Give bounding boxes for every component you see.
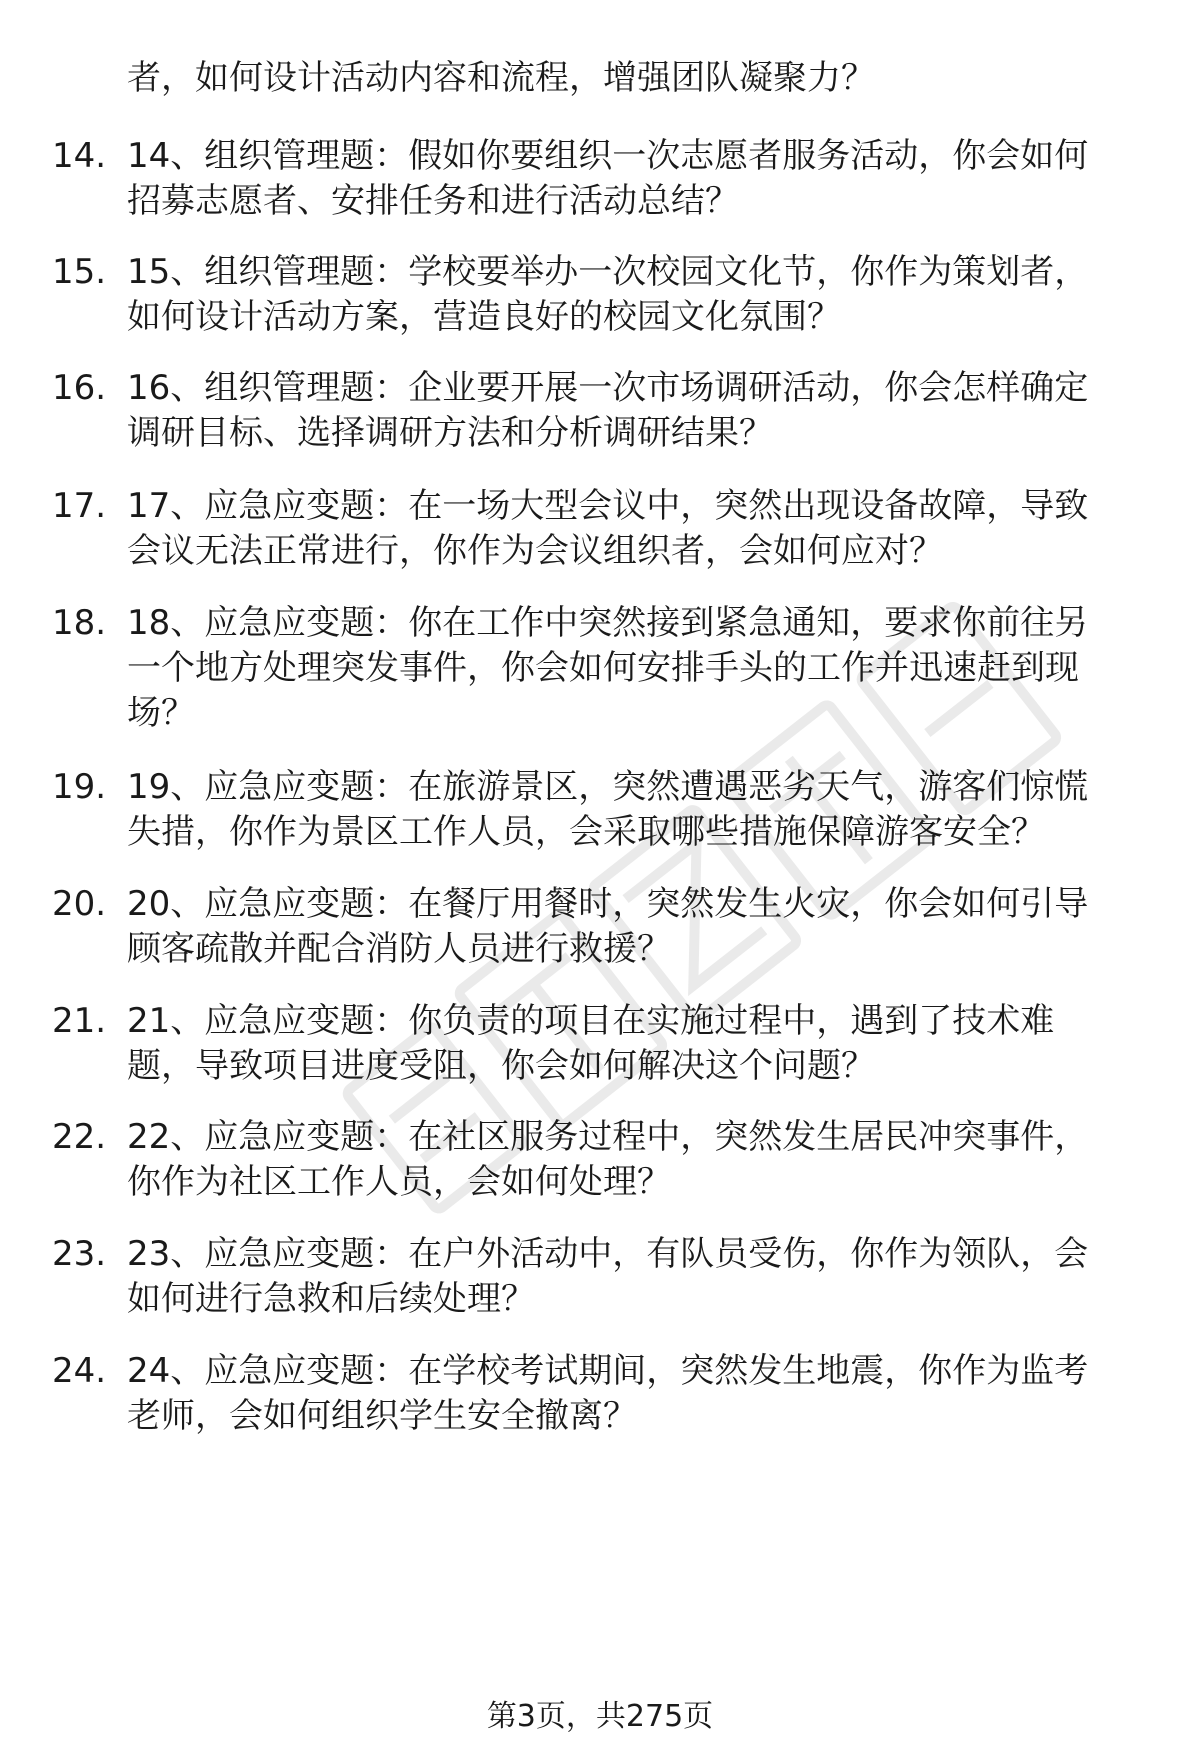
list-item-text: 22、应急应变题：在社区服务过程中，突然发生居民冲突事件， [127, 1117, 1089, 1157]
list-item-text: 15、组织管理题：学校要举办一次校园文化节，你作为策划者， [127, 252, 1089, 292]
list-item-number: 17. [52, 486, 107, 526]
list-item-text: 如何设计活动方案，营造良好的校园文化氛围？ [127, 297, 841, 337]
list-item-number: 18. [52, 603, 107, 643]
list-item-number: 16. [52, 368, 107, 408]
continuation-text: 者，如何设计活动内容和流程，增强团队凝聚力？ [127, 58, 875, 98]
list-item-text: 21、应急应变题：你负责的项目在实施过程中，遇到了技术难 [127, 1001, 1055, 1041]
list-item-text: 顾客疏散并配合消防人员进行救援？ [127, 929, 671, 969]
list-item-text: 24、应急应变题：在学校考试期间，突然发生地震，你作为监考 [127, 1351, 1089, 1391]
list-item-text: 调研目标、选择调研方法和分析调研结果？ [127, 413, 773, 453]
list-item-text: 招募志愿者、安排任务和进行活动总结？ [127, 181, 739, 221]
list-item-number: 20. [52, 884, 107, 924]
list-item-number: 23. [52, 1234, 107, 1274]
list-item-text: 会议无法正常进行，你作为会议组织者，会如何应对？ [127, 531, 943, 571]
list-item-number: 24. [52, 1351, 107, 1391]
list-item-text: 20、应急应变题：在餐厅用餐时，突然发生火灾，你会如何引导 [127, 884, 1089, 924]
list-item-number: 19. [52, 767, 107, 807]
list-item-text: 18、应急应变题：你在工作中突然接到紧急通知，要求你前往另 [127, 603, 1089, 643]
list-item-number: 21. [52, 1001, 107, 1041]
list-item-text: 23、应急应变题：在户外活动中，有队员受伤，你作为领队，会 [127, 1234, 1089, 1274]
list-item-text: 失措，你作为景区工作人员，会采取哪些措施保障游客安全？ [127, 812, 1045, 852]
list-item-text: 一个地方处理突发事件，你会如何安排手头的工作并迅速赶到现 [127, 648, 1079, 688]
page-footer: 第3页，共275页 [486, 1699, 714, 1734]
list-item-text: 场？ [127, 693, 195, 733]
list-item-text: 如何进行急救和后续处理？ [127, 1279, 535, 1319]
list-item-text: 17、应急应变题：在一场大型会议中，突然出现设备故障，导致 [127, 486, 1089, 526]
list-item-text: 16、组织管理题：企业要开展一次市场调研活动，你会怎样确定 [127, 368, 1089, 408]
list-item-text: 14、组织管理题：假如你要组织一次志愿者服务活动，你会如何 [127, 136, 1089, 176]
list-item-text: 19、应急应变题：在旅游景区，突然遭遇恶劣天气，游客们惊慌 [127, 767, 1089, 807]
list-item-text: 你作为社区工作人员，会如何处理？ [127, 1162, 671, 1202]
list-item-text: 题，导致项目进度受阻，你会如何解决这个问题？ [127, 1046, 875, 1086]
list-item-text: 老师，会如何组织学生安全撤离？ [127, 1396, 637, 1436]
list-item-number: 14. [52, 136, 107, 176]
list-item-number: 22. [52, 1117, 107, 1157]
list-item-number: 15. [52, 252, 107, 292]
